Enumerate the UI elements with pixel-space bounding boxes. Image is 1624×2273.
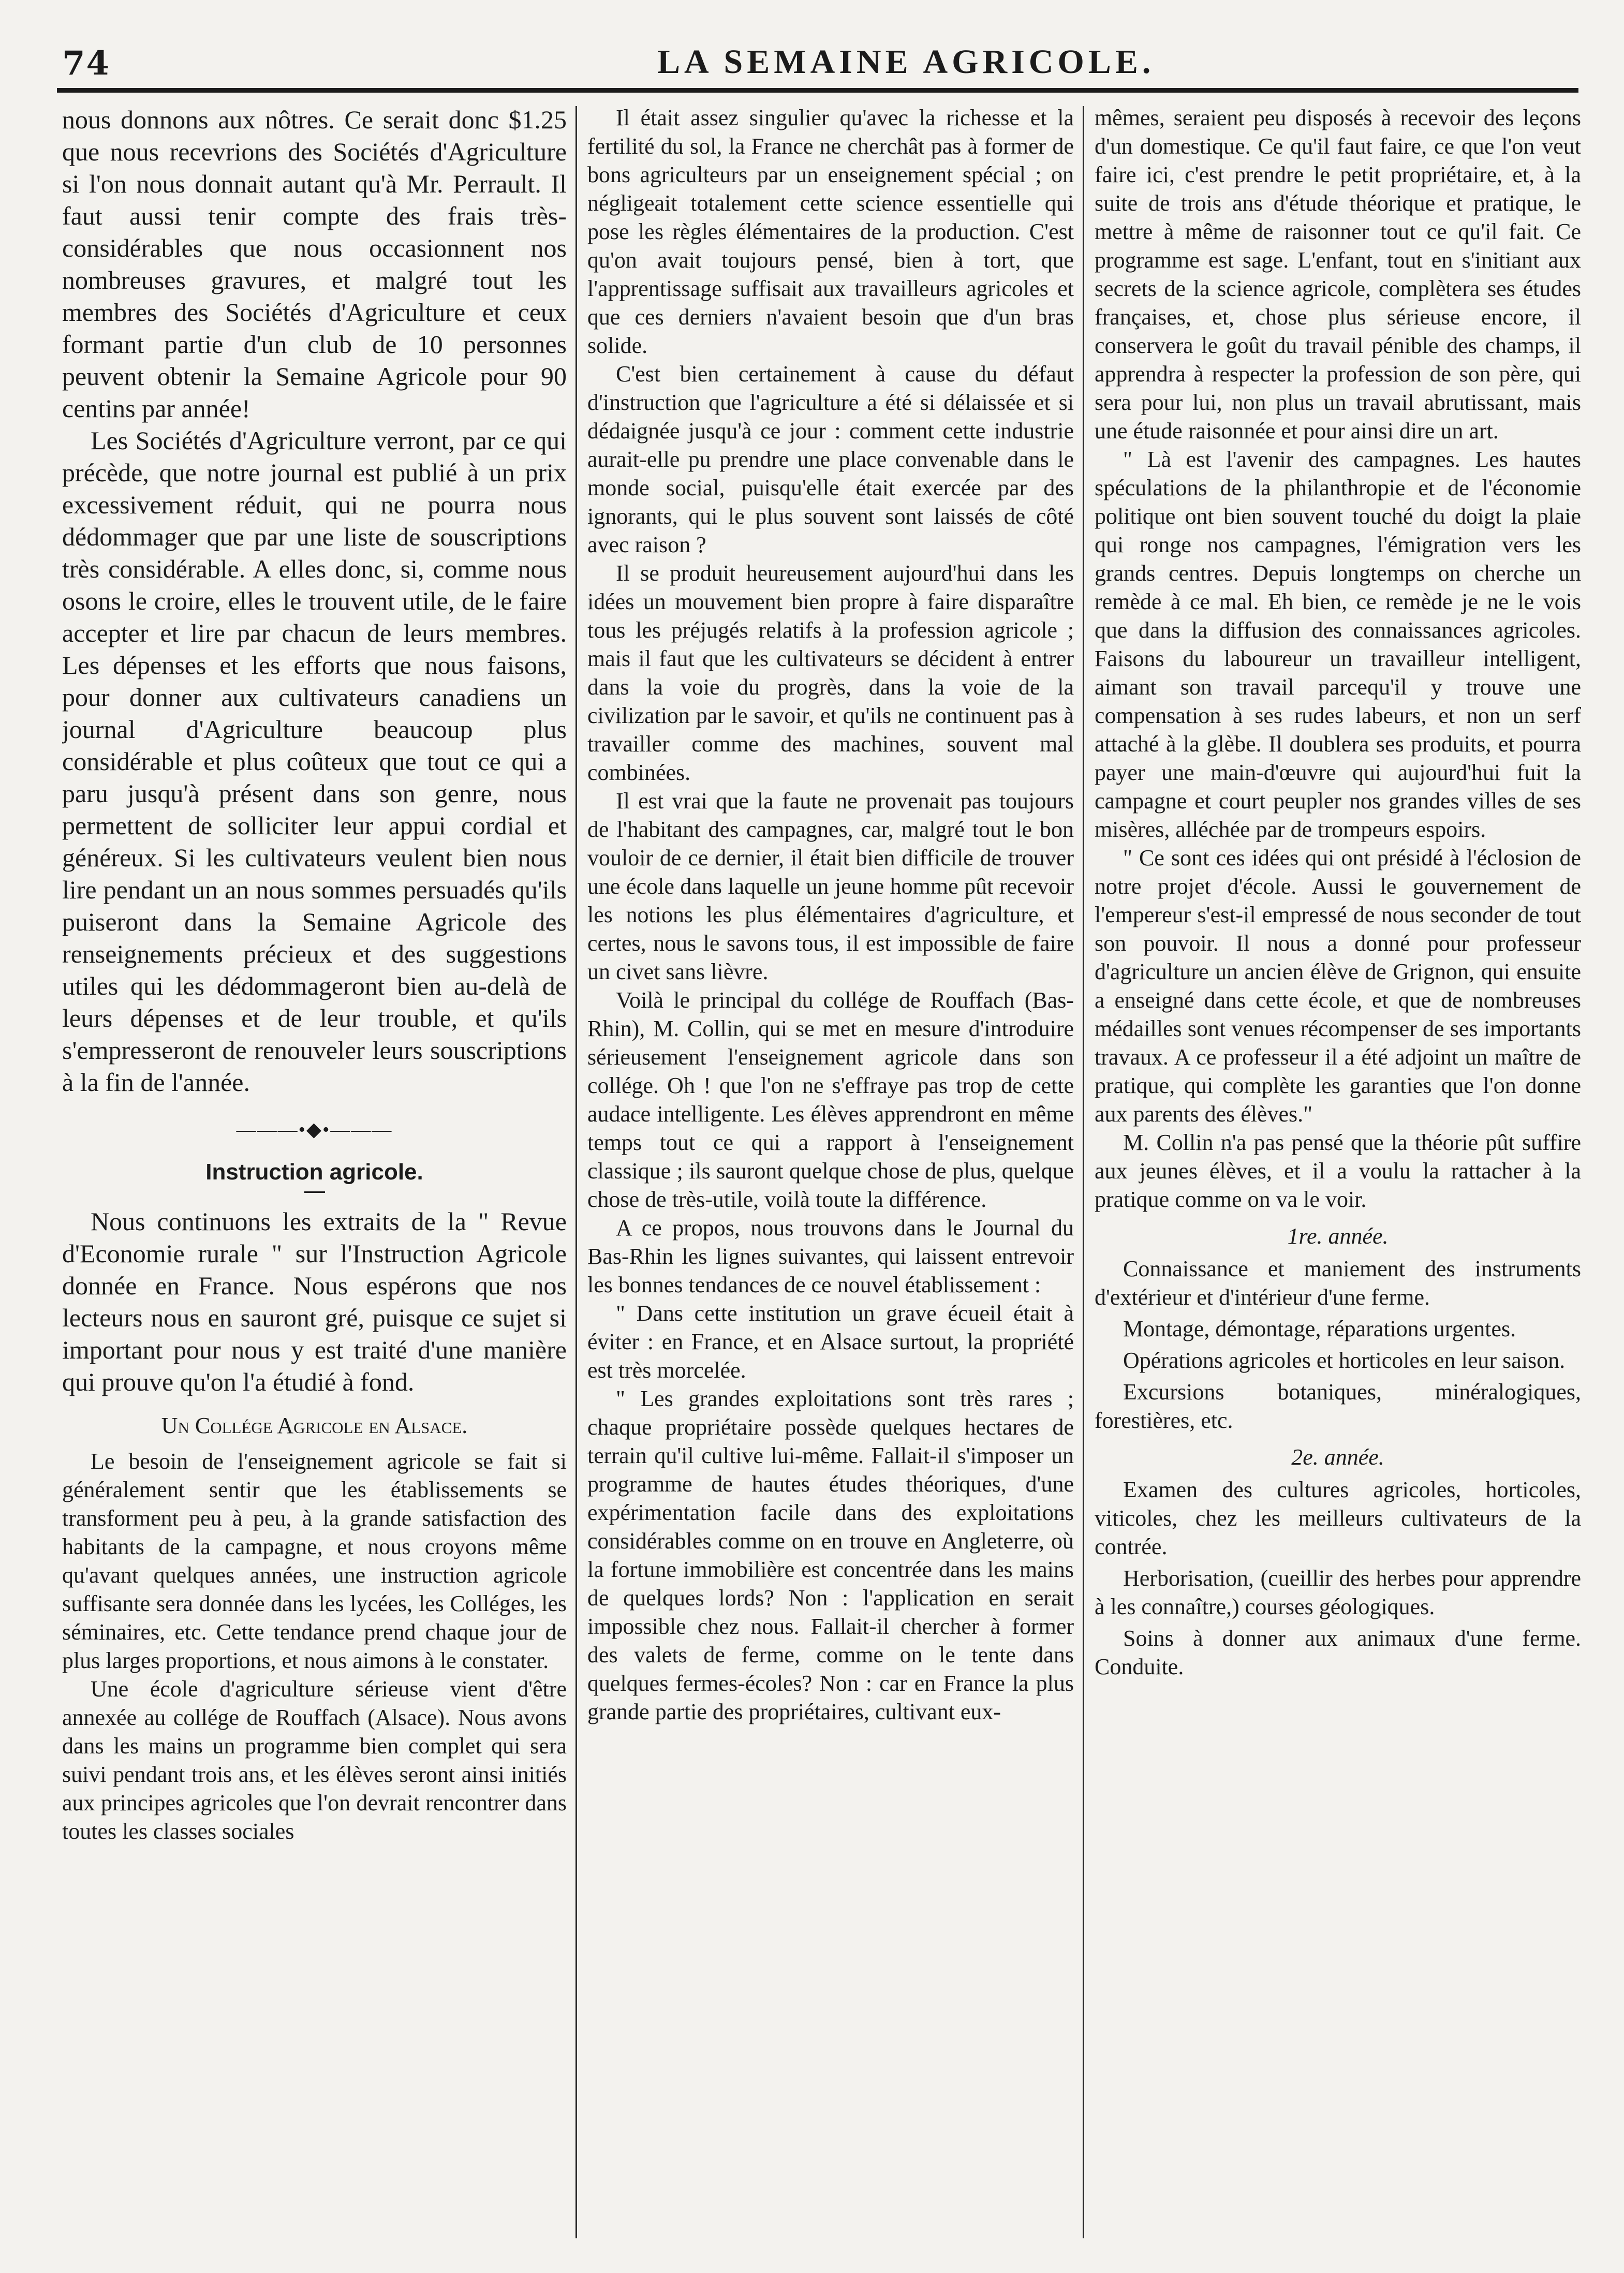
- paragraph: Il est vrai que la faute ne provenait pas toujours de l'habitant des campagnes, car, malgré tout le bon vouloir de ce dernier, il était bien difficile de trouver une école dans laquelle un jeune homme pût recevoir les notions les plus élémentaires d'agriculture, et certes, nous le savons tous, il est impossible de faire un civet sans lièvre.: [587, 788, 1074, 984]
- paragraph: mêmes, seraient peu disposés à recevoir des leçons d'un domestique. Ce qu'il faut faire, ce que l'on veut faire ici, c'est prendre le petit propriétaire, et, à la suite de trois ans d'étude théorique et pratique, le mettre à même de raisonner tout ce qu'il fait. Ce programme est sage. L'enfant, tout en s'initiant aux secrets de la science agricole, complètera ses études françaises, et, chose plus sérieuse encore, il conservera le goût du travail pénible des champs, il apprendra à respecter la profession de son père, qui sera pour lui, non plus un travail abrutissant, mais une étude raisonnée et pour ainsi dire un art.: [1095, 105, 1581, 444]
- column-divider-1: [575, 106, 577, 2238]
- section-ornament: ———•◆•———: [236, 1119, 393, 1141]
- paragraph: M. Collin n'a pas pensé que la théorie pût suffire aux jeunes élèves, et il a voulu la rattacher à la pratique comme on va le voir.: [1095, 1130, 1581, 1212]
- page-title: LA SEMAINE AGRICOLE.: [657, 43, 1155, 81]
- year-heading: 1re. année.: [1287, 1223, 1389, 1249]
- article-subheading: Un Collége Agricole en Alsace.: [161, 1413, 468, 1438]
- paragraph: Voilà le principal du collége de Rouffach (Bas-Rhin), M. Collin, qui se met en mesure d'introduire sérieusement l'enseignement agricole dans son collége. Oh ! que l'on ne s'effraye pas trop de cette audace intelligente. Les élèves apprendront en même temps tout ce qui a rapport à l'enseignement classique ; ils sauront quelque chose de plus, quelque chose de très-utile, voilà toute la différence.: [587, 987, 1074, 1212]
- paragraph: A ce propos, nous trouvons dans le Journal du Bas-Rhin les lignes suivantes, qui laissent entrevoir les bonnes tendances de ce nouvel établissement :: [587, 1215, 1074, 1297]
- page-number: 74: [62, 44, 111, 83]
- year-heading: 2e. année.: [1291, 1444, 1384, 1470]
- paragraph: " Dans cette institution un grave écueil était à éviter : en France, et en Alsace surtout, la propriété est très morcelée.: [587, 1301, 1074, 1383]
- page-header: [57, 31, 1573, 88]
- paragraph: " Les grandes exploitations sont très rares ; chaque propriétaire possède quelques hectares de terrain qu'il cultive lui-même. Fallait-il s'imposer un programme de hautes études théoriques, d'une expérimentation facile dans des exploitations considérables comme on en trouve en Angleterre, où la fortune immobilière est concentrée dans les mains de quelques lords? Non : l'application en serait impossible chez nous. Fallait-il chercher à former des valets de ferme, comme on le tente dans quelques fermes-écoles? Non : car en France la plus grande partie des propriétaires, cultivant eux-: [587, 1386, 1074, 1724]
- header-rule: [57, 88, 1578, 93]
- paragraph: nous donnons aux nôtres. Ce serait donc $1.25 que nous recevrions des Sociétés d'Agriculture si l'on nous donnait autant qu'à Mr. Perrault. Il faut aussi tenir compte des frais très-considérables que nous occasionnent nos nombreuses gravures, et malgré tout les membres des Sociétés d'Agriculture et ceux formant partie d'un club de 10 personnes peuvent obtenir la Semaine Agricole pour 90 centins par année!: [62, 105, 567, 423]
- paragraph: Nous continuons les extraits de la " Revue d'Economie rurale " sur l'Instruction Agricole donnée en France. Nous espérons que nos lecteurs nous en sauront gré, puisque ce sujet si important pour nous y est traité d'une manière qui prouve qu'on l'a étudié à fond.: [62, 1207, 567, 1396]
- curriculum-item: Excursions botaniques, minéralogiques, forestières, etc.: [1095, 1379, 1581, 1433]
- curriculum-item: Opérations agricoles et horticoles en leur saison.: [1123, 1348, 1566, 1373]
- column-2: [587, 104, 1074, 2251]
- curriculum-item: Soins à donner aux animaux d'une ferme. Conduite.: [1095, 1626, 1581, 1679]
- curriculum-item: Montage, démontage, réparations urgentes.: [1123, 1316, 1516, 1341]
- section-heading: Instruction agricole.: [205, 1159, 423, 1185]
- paragraph: Une école d'agriculture sérieuse vient d'être annexée au collége de Rouffach (Alsace). Nous avons dans les mains un programme bien complet qui sera suivi pendant trois ans, et les élèves seront ainsi initiés aux principes agricoles que l'on devrait rencontrer dans toutes les classes sociales: [62, 1676, 567, 1844]
- curriculum-item: Herborisation, (cueillir des herbes pour apprendre à les connaître,) courses géologiques.: [1095, 1566, 1581, 1619]
- paragraph: C'est bien certainement à cause du défaut d'instruction que l'agriculture a été si délaissée et si dédaignée jusqu'à ce jour : comment cette industrie aurait-elle pu prendre une place convenable dans le monde social, puisqu'elle était exercée par des ignorants, qui le plus souvent sont laissés de côté avec raison ?: [587, 361, 1074, 557]
- paragraph: Il était assez singulier qu'avec la richesse et la fertilité du sol, la France ne cherchât pas à former de bons agriculteurs par un enseignement spécial ; on négligeait totalement cette science essentielle qui pose les règles élémentaires de la production. C'est qu'on avait toujours pensé, bien à tort, que l'apprentissage suffisait aux travailleurs agricoles et que ces derniers n'avaient besoin que d'un bras solide.: [587, 105, 1074, 358]
- curriculum-item: Connaissance et maniement des instruments d'extérieur et d'intérieur d'une ferme.: [1095, 1256, 1581, 1310]
- column-divider-2: [1083, 106, 1084, 2238]
- paragraph: Il se produit heureusement aujourd'hui dans les idées un mouvement bien propre à faire disparaître tous les préjugés relatifs à la profession agricole ; mais il faut que les cultivateurs se décident à entrer dans la voie du progrès, dans la voie de la civilization par le savoir, et qu'ils ne continuent pas à travailler comme des machines, souvent mal combinées.: [587, 560, 1074, 785]
- paragraph: " Là est l'avenir des campagnes. Les hautes spéculations de la philanthropie et de l'économie politique ont bien souvent touché du doigt la plaie qui ronge nos campagnes, l'émigration vers les grands centres. Depuis longtemps on cherche un remède à ce mal. Eh bien, ce remède je ne le vois que dans la diffusion des connaissances agricoles. Faisons du laboureur un travailleur intelligent, aimant son travail parcequ'il y trouve une compensation à ses rudes labeurs, et non un serf attaché à la glèbe. Il doublera ses produits, et pourra payer une main-d'œuvre qui aujourd'hui fuit la campagne et court peupler nos grandes villes de ses misères, alléchée par de trompeurs espoirs.: [1095, 447, 1581, 842]
- paragraph: " Ce sont ces idées qui ont présidé à l'éclosion de notre projet d'école. Aussi le gouvernement de l'empereur s'est-il empressé de nous seconder de tout son pouvoir. Il nous a donné pour professeur d'agriculture un ancien élève de Grignon, qui ensuite a enseigné dans cette école, et que de nombreuses médailles sont venues récompenser de ses importants travaux. A ce professeur il a été adjoint un maître de pratique, qui complète les garanties que l'on donne aux parents des élèves.": [1095, 845, 1581, 1127]
- column-3: [1095, 104, 1581, 2251]
- column-1: [62, 104, 567, 2251]
- paragraph: Le besoin de l'enseignement agricole se fait si généralement sentir que les établissements se transforment peu à peu, à la grande satisfaction des habitants de la campagne, et nous croyons même qu'avant quelques années, une instruction agricole suffisante sera donnée dans les lycées, les Colléges, les séminaires, etc. Cette tendance prend chaque jour de plus larges proportions, et nous aimons à le constater.: [62, 1449, 567, 1673]
- paragraph: Les Sociétés d'Agriculture verront, par ce qui précède, que notre journal est publié à un prix excessivement réduit, qui ne pourra nous dédommager que par une liste de souscriptions très considérable. A elles donc, si, comme nous osons le croire, elles le trouvent utile, de le faire accepter et lire par chacun de leurs membres. Les dépenses et les efforts que nous faisons, pour donner aux cultivateurs canadiens un journal d'Agriculture beaucoup plus considérable et plus coûteux que tout ce qui a paru jusqu'à présent dans son genre, nous permettent de solliciter leur appui cordial et généreux. Si les cultivateurs veulent bien nous lire pendant un an nous sommes persuadés qu'ils puiseront dans la Semaine Agricole des renseignements précieux et des suggestions utiles qui les dédommageront bien au-delà de leurs dépenses et de leur trouble, et qu'ils s'empresseront de renouveler leurs souscriptions à la fin de l'année.: [62, 426, 567, 1097]
- curriculum-item: Examen des cultures agricoles, horticoles, viticoles, chez les meilleurs cultivateurs de la contrée.: [1095, 1477, 1581, 1559]
- short-rule: [304, 1191, 325, 1193]
